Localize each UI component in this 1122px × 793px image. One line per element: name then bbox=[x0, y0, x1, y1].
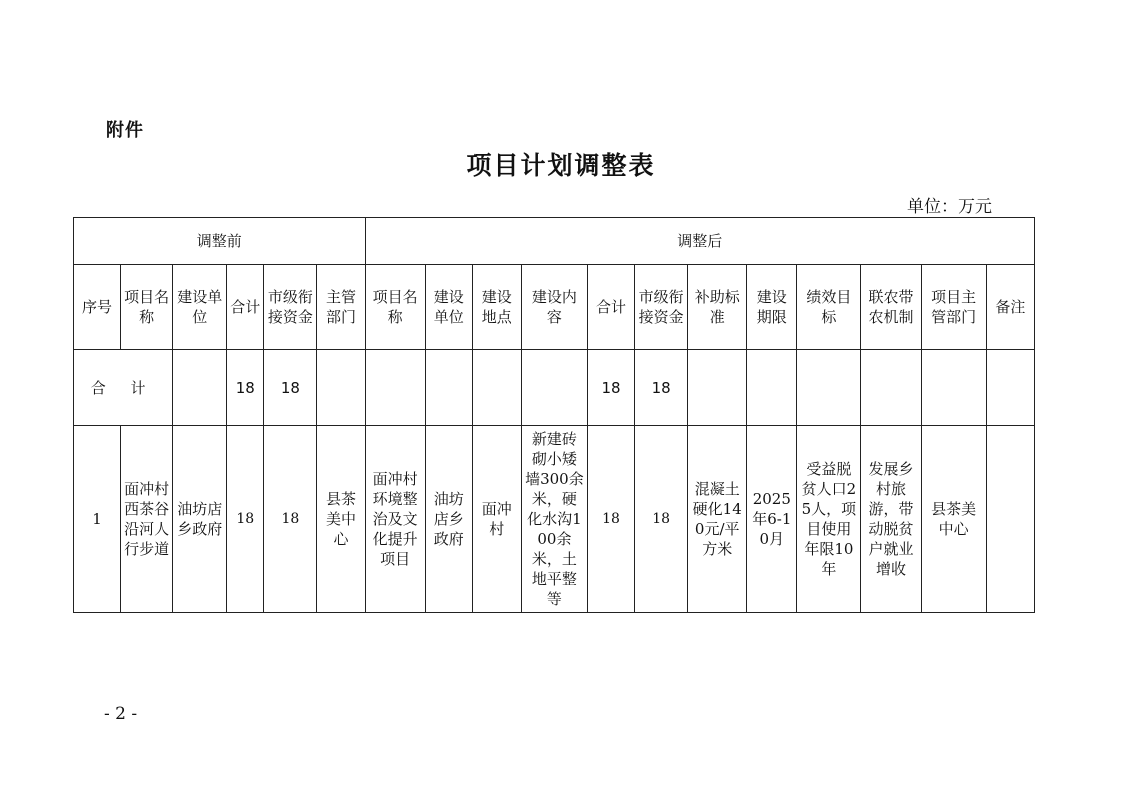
header-before-total: 合计 bbox=[227, 265, 264, 350]
cell-before-dept: 县茶美中心 bbox=[317, 426, 365, 613]
cell-after-period: 2025年6-10月 bbox=[747, 426, 797, 613]
total-after-dept bbox=[921, 350, 986, 426]
header-after-dept: 项目主管部门 bbox=[921, 265, 986, 350]
group-after: 调整后 bbox=[365, 218, 1034, 265]
total-after-subsidy bbox=[688, 350, 747, 426]
total-before-total: 18 bbox=[227, 350, 264, 426]
header-before-city-fund: 市级衔接资金 bbox=[264, 265, 317, 350]
cell-after-remark bbox=[986, 426, 1034, 613]
total-after-period bbox=[747, 350, 797, 426]
header-seq: 序号 bbox=[74, 265, 121, 350]
header-after-unit: 建设单位 bbox=[425, 265, 472, 350]
total-after-city-fund: 18 bbox=[635, 350, 688, 426]
header-after-remark: 备注 bbox=[986, 265, 1034, 350]
adjustment-table bbox=[73, 217, 1035, 613]
document-title: 项目计划调整表 bbox=[466, 151, 656, 180]
cell-after-total: 18 bbox=[587, 426, 634, 613]
cell-before-unit: 油坊店乡政府 bbox=[173, 426, 227, 613]
cell-after-mechanism: 发展乡村旅游，带动脱贫户就业增收 bbox=[861, 426, 921, 613]
cell-after-dept: 县茶美中心 bbox=[921, 426, 986, 613]
total-before-city-fund: 18 bbox=[264, 350, 317, 426]
total-after-unit bbox=[425, 350, 472, 426]
column-header-row bbox=[74, 265, 1035, 350]
table-row bbox=[74, 426, 1035, 613]
total-before-unit bbox=[173, 350, 227, 426]
attachment-label: 附件 bbox=[106, 120, 144, 141]
header-after-total: 合计 bbox=[587, 265, 634, 350]
unit-label: 单位：万元 bbox=[907, 197, 992, 217]
header-after-location: 建设地点 bbox=[472, 265, 521, 350]
cell-before-total: 18 bbox=[227, 426, 264, 613]
cell-after-location: 面冲村 bbox=[472, 426, 521, 613]
total-after-mechanism bbox=[861, 350, 921, 426]
total-after-content bbox=[521, 350, 587, 426]
cell-after-subsidy: 混凝土硬化140元/平方米 bbox=[688, 426, 747, 613]
total-after-location bbox=[472, 350, 521, 426]
header-after-mechanism: 联农带农机制 bbox=[861, 265, 921, 350]
cell-after-content: 新建砖砌小矮墙300余米，硬化水沟100余米，土地平整等 bbox=[521, 426, 587, 613]
total-after-goal bbox=[797, 350, 861, 426]
cell-after-city-fund: 18 bbox=[635, 426, 688, 613]
header-after-period: 建设期限 bbox=[747, 265, 797, 350]
cell-before-city-fund: 18 bbox=[264, 426, 317, 613]
group-before: 调整前 bbox=[74, 218, 366, 265]
header-before-unit: 建设单位 bbox=[173, 265, 227, 350]
header-after-name: 项目名称 bbox=[365, 265, 425, 350]
cell-after-name: 面冲村环境整治及文化提升项目 bbox=[365, 426, 425, 613]
total-before-dept bbox=[317, 350, 365, 426]
header-after-city-fund: 市级衔接资金 bbox=[635, 265, 688, 350]
total-label: 合 计 bbox=[74, 350, 173, 426]
cell-after-goal: 受益脱贫人口25人，项目使用年限10年 bbox=[797, 426, 861, 613]
header-before-dept: 主管部门 bbox=[317, 265, 365, 350]
total-after-name bbox=[365, 350, 425, 426]
page-number: - 2 - bbox=[104, 704, 138, 724]
total-after-remark bbox=[986, 350, 1034, 426]
header-before-name: 项目名称 bbox=[121, 265, 173, 350]
header-after-content: 建设内容 bbox=[521, 265, 587, 350]
header-after-subsidy: 补助标准 bbox=[688, 265, 747, 350]
cell-seq: 1 bbox=[74, 426, 121, 613]
total-row bbox=[74, 350, 1035, 426]
header-after-goal: 绩效目标 bbox=[797, 265, 861, 350]
total-after-total: 18 bbox=[587, 350, 634, 426]
cell-before-name: 面冲村西茶谷沿河人行步道 bbox=[121, 426, 173, 613]
cell-after-unit: 油坊店乡政府 bbox=[425, 426, 472, 613]
group-header-row bbox=[74, 218, 1035, 265]
